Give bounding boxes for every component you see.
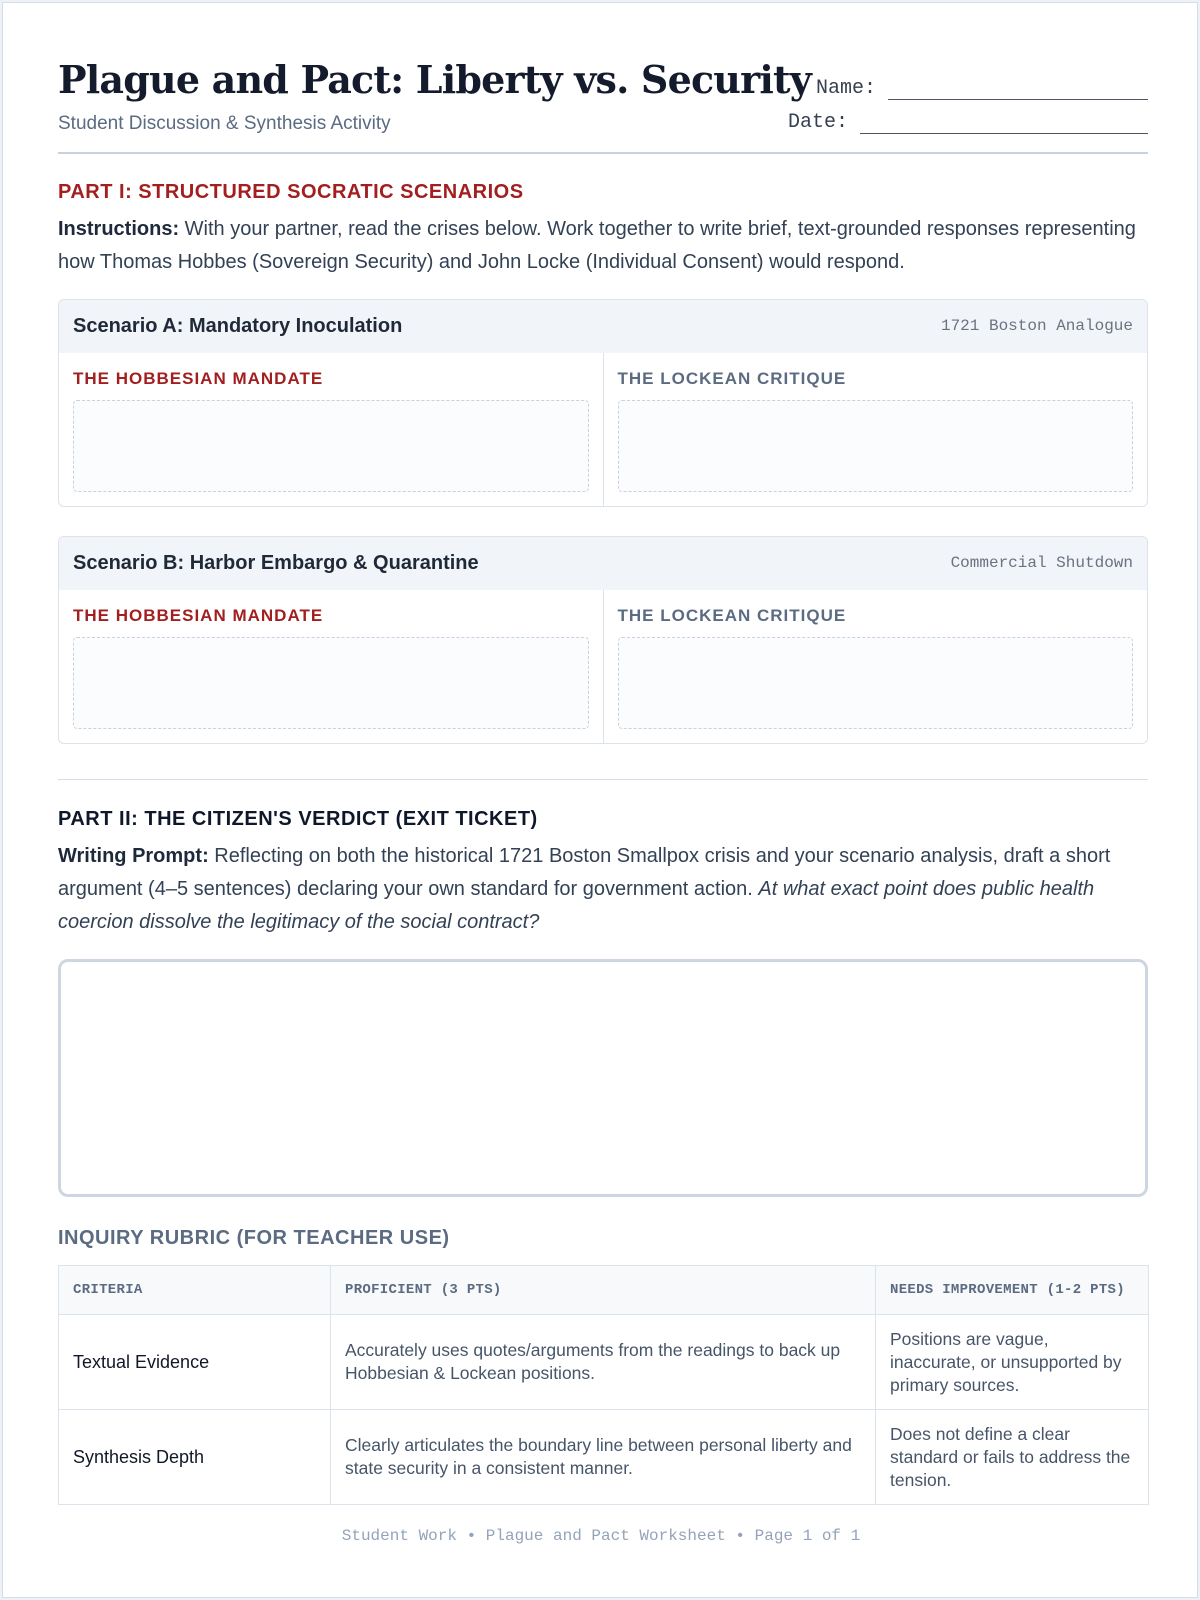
rubric-row: [59, 1315, 1149, 1410]
page-footer: Student Work • Plague and Pact Worksheet • Page 1 of 1: [341, 1527, 861, 1545]
scenario-header: [59, 300, 1147, 353]
lockean-label: THE LOCKEAN CRITIQUE: [617, 369, 847, 388]
lockean-label: THE LOCKEAN CRITIQUE: [617, 606, 847, 625]
rubric-col-header: PROFICIENT (3 PTS): [331, 1266, 876, 1315]
instructions-lead: Instructions:: [58, 218, 180, 240]
prompt-question: At what exact point does public health coercion dissolve the legitimacy of the social contract?: [58, 878, 1095, 933]
scenario-tag: 1721 Boston Analogue: [940, 317, 1133, 335]
rubric-table: [58, 1265, 1149, 1505]
writing-prompt: [58, 840, 1148, 939]
scenario-card-b: [58, 536, 1148, 744]
hobbesian-answer-box[interactable]: [73, 400, 589, 492]
scenario-title: Scenario A: Mandatory Inoculation: [73, 315, 403, 337]
scenario-title: Scenario B: Harbor Embargo & Quarantine: [73, 552, 479, 574]
instructions-text: With your partner, read the crises below. Work together to write brief, text-grounded responses representing how Thomas Hobbes (Sovereign Security) and John Locke (Individual Consent) would respond.: [58, 218, 1136, 273]
hobbesian-column: [59, 590, 603, 743]
part1-heading: PART I: STRUCTURED SOCRATIC SCENARIOS: [58, 181, 524, 203]
scenario-tag: Commercial Shutdown: [950, 554, 1133, 572]
lockean-column: [603, 353, 1148, 506]
name-field: [816, 77, 1148, 100]
date-label: Date:: [787, 111, 848, 134]
scenario-columns: [59, 590, 1147, 743]
rubric-col-header: NEEDS IMPROVEMENT (1-2 PTS): [876, 1266, 1149, 1315]
worksheet-subtitle: Student Discussion & Synthesis Activity: [58, 113, 391, 134]
hobbesian-label: THE HOBBESIAN MANDATE: [73, 369, 324, 388]
lockean-answer-box[interactable]: [618, 400, 1134, 492]
name-blank-line[interactable]: [888, 79, 1148, 100]
prompt-lead: Writing Prompt:: [58, 845, 209, 867]
header-divider: [58, 152, 1148, 154]
rubric-proficient-cell: Accurately uses quotes/arguments from the readings to back up Hobbesian & Lockean positions.: [331, 1315, 876, 1410]
prompt-text: Reflecting on both the historical 1721 Boston Smallpox crisis and your scenario analysis, draft a short argument (4–5 sentences) declaring your own standard for government action.: [58, 845, 1111, 900]
date-field: [788, 111, 1148, 134]
rubric-heading: INQUIRY RUBRIC (FOR TEACHER USE): [58, 1227, 450, 1249]
rubric-proficient-cell: Clearly articulates the boundary line between personal liberty and state security in a consistent manner.: [331, 1410, 876, 1505]
rubric-row: [59, 1410, 1149, 1505]
part1-instructions: [58, 213, 1148, 279]
verdict-response-box[interactable]: [58, 959, 1148, 1197]
scenario-header: [59, 537, 1147, 590]
hobbesian-column: [59, 353, 603, 506]
rubric-needs-improvement-cell: Positions are vague, inaccurate, or unsupported by primary sources.: [876, 1315, 1149, 1410]
lockean-column: [603, 590, 1148, 743]
part2-heading: PART II: THE CITIZEN'S VERDICT (EXIT TICKET): [58, 808, 538, 830]
rubric-needs-improvement-cell: Does not define a clear standard or fails to address the tension.: [876, 1410, 1149, 1505]
date-blank-line[interactable]: [860, 113, 1148, 134]
rubric-criteria-cell: Synthesis Depth: [59, 1410, 331, 1505]
worksheet-title: Plague and Pact: Liberty vs. Security: [58, 57, 812, 102]
section-divider: [58, 779, 1148, 780]
rubric-criteria-cell: Textual Evidence: [59, 1315, 331, 1410]
worksheet-page: [2, 2, 1198, 1598]
rubric-header-row: [59, 1266, 1149, 1315]
hobbesian-answer-box[interactable]: [73, 637, 589, 729]
lockean-answer-box[interactable]: [618, 637, 1134, 729]
name-label: Name:: [815, 77, 876, 100]
scenario-columns: [59, 353, 1147, 506]
rubric-col-header: CRITERIA: [59, 1266, 331, 1315]
hobbesian-label: THE HOBBESIAN MANDATE: [73, 606, 324, 625]
scenario-card-a: [58, 299, 1148, 507]
